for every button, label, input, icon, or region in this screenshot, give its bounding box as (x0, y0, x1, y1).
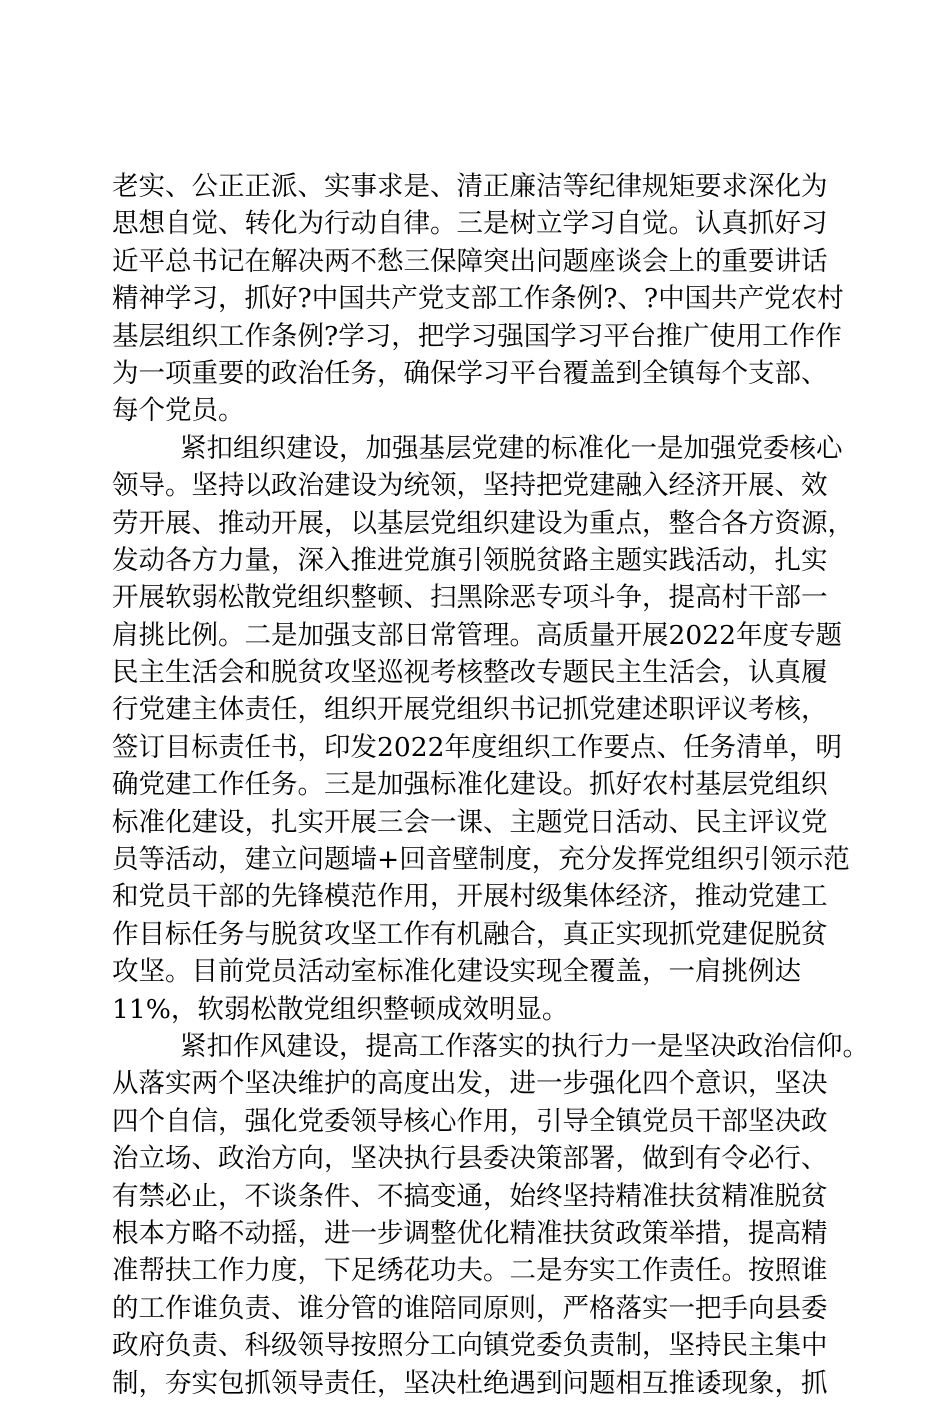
text-line: 确党建工作任务。三是加强标准化建设。抓好农村基层党组织 (112, 769, 828, 801)
text-line: 发动各方力量，深入推进党旗引领脱贫路主题实践活动，扎实 (112, 544, 828, 576)
body-text (112, 168, 869, 1402)
text-line: 员等活动，建立问题墙+回音壁制度，充分发挥党组织引领示范 (112, 844, 850, 876)
text-line: 每个党员。 (112, 395, 245, 427)
text-line: 为一项重要的政治任务，确保学习平台覆盖到全镇每个支部、 (112, 357, 828, 389)
text-line: 紧扣作风建设，提高工作落实的执行力一是坚决政治信仰。 (180, 1030, 869, 1062)
text-line: 治立场、政治方向，坚决执行县委决策部署，做到有令必行、 (112, 1143, 828, 1175)
text-line: 和党员干部的先锋模范作用，开展村级集体经济，推动党建工 (112, 881, 828, 913)
text-line: 标准化建设，扎实开展三会一课、主题党日活动、民主评议党 (112, 806, 828, 838)
text-line: 行党建主体责任，组织开展党组织书记抓党建述职评议考核， (112, 694, 828, 726)
paragraph (112, 168, 842, 430)
text-line: 11%，软弱松散党组织整顿成效明显。 (112, 993, 569, 1025)
text-line: 老实、公正正派、实事求是、清正廉洁等纪律规矩要求深化为 (112, 171, 828, 202)
text-line: 肩挑比例。二是加强支部日常管理。高质量开展2022年度专题 (112, 619, 842, 651)
paragraph (112, 430, 854, 1028)
text-line: 精神学习，抓好?中国共产党支部工作条例?、?中国共产党农村 (112, 283, 844, 315)
text-line: 思想自觉、转化为行动自律。三是树立学习自觉。认真抓好习 (112, 208, 828, 240)
text-line: 政府负责、科级领导按照分工向镇党委负责制，坚持民主集中 (112, 1330, 828, 1362)
text-line: 攻坚。目前党员活动室标准化建设实现全覆盖，一肩挑例达 (112, 956, 801, 988)
text-line: 签订目标责任书，印发2022年度组织工作要点、任务清单，明 (112, 731, 842, 763)
text-line: 准帮扶工作力度，下足绣花功夫。二是夯实工作责任。按照谁 (112, 1255, 828, 1287)
text-line: 劳开展、推动开展，以基层党组织建设为重点，整合各方资源， (112, 507, 854, 539)
text-line: 近平总书记在解决两不愁三保障突出问题座谈会上的重要讲话 (112, 245, 828, 277)
text-line: 根本方略不动摇，进一步调整优化精准扶贫政策举措，提高精 (112, 1217, 828, 1249)
text-line: 制，夯实包抓领导责任，坚决杜绝遇到问题相互推诿现象，抓 (112, 1367, 828, 1399)
text-line: 开展软弱松散党组织整顿、扫黑除恶专项斗争，提高村干部一 (112, 582, 828, 614)
text-line: 有禁必止，不谈条件、不搞变通，始终坚持精准扶贫精准脱贫 (112, 1180, 828, 1212)
text-line: 从落实两个坚决维护的高度出发，进一步强化四个意识，坚决 (112, 1068, 828, 1100)
text-line: 基层组织工作条例?学习，把学习强国学习平台推广使用工作作 (112, 320, 842, 352)
text-line: 的工作谁负责、谁分管的谁陪同原则，严格落实一把手向县委 (112, 1292, 828, 1324)
text-line: 紧扣组织建设，加强基层党建的标准化一是加强党委核心 (180, 432, 843, 464)
text-line: 四个自信，强化党委领导核心作用，引导全镇党员干部坚决政 (112, 1105, 828, 1137)
text-line: 作目标任务与脱贫攻坚工作有机融合，真正实现抓党建促脱贫 (112, 918, 828, 950)
paragraph (112, 1028, 869, 1402)
text-line: 民主生活会和脱贫攻坚巡视考核整改专题民主生活会，认真履 (112, 657, 828, 689)
text-line: 领导。坚持以政治建设为统领，坚持把党建融入经济开展、效 (112, 470, 828, 502)
